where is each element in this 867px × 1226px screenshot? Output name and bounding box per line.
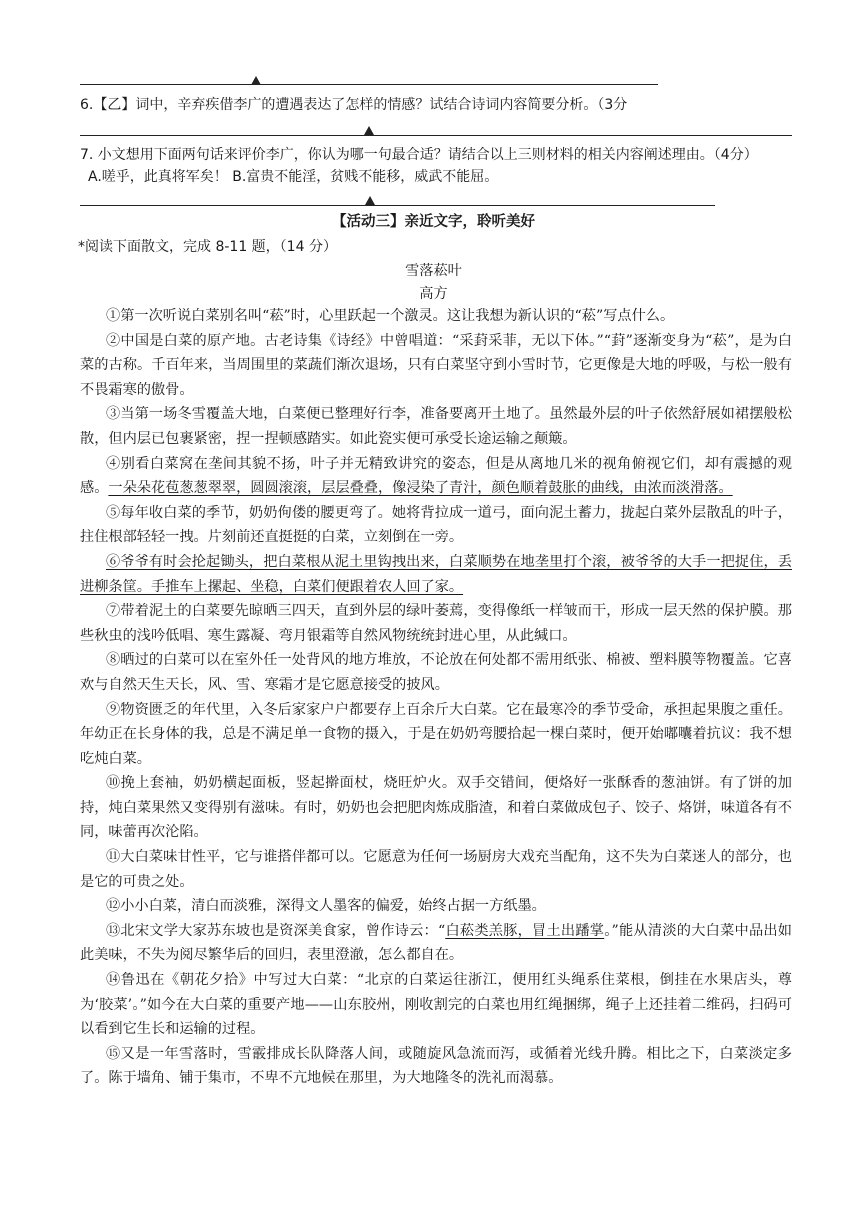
answer-line <box>80 84 658 85</box>
underlined-quote: 白菘类羔豚，冒土出蹯掌 <box>445 922 605 939</box>
paragraph-5: ⑤每年收白菜的季节，奶奶佝偻的腰更弯了。她将背拉成一道弓，面向泥土蓄力，拢起白菜外层散乱的叶子，拄住根部轻轻一拽。片刻前还直挺挺的白菜，立刻倒在一旁。 <box>80 504 792 546</box>
paragraph-2: ②中国是白菜的原产地。古老诗集《诗经》中曾唱道：“采葑采菲，无以下体。”“葑”逐渐变身为“菘”，是为白菜的古称。千百年来，当周围里的菜蔬们渐次退场，只有白菜坚守到小雪时节，它更像是大地的呼吸，与松一般有不畏霜寒的傲骨。 <box>80 332 792 398</box>
question-7-options: A.嗟乎，此真将军矣！ B.富贵不能淫，贫贱不能移，威武不能屈。 <box>88 169 499 185</box>
paragraph-13-text-end: 。”能从清淡的大白菜中品出如此美味，不失为阅尽繁华后的回归，表里澄澈，怎么都自在。 <box>80 922 792 964</box>
essay-author: 高方 <box>419 286 448 302</box>
paragraph-8: ⑧晒过的白菜可以在室外任一处背风的地方堆放，不论放在何处都不需用纸张、棉被、塑料膜等物覆盖。它喜欢与自然天生天长，风、雪、寒霜才是它愿意接受的披风。 <box>80 652 792 693</box>
paragraph-4-text: ④别看白菜窝在垄间其貌不扬，叶子并无精致讲究的姿态，但是从离地几米的视角俯视它们，却有震撼的观感。 <box>80 455 792 497</box>
paragraph-12: ⑫小小白菜，清白而淡雅，深得文人墨客的偏爱，始终占据一方纸墨。 <box>106 898 546 915</box>
paragraph-13 <box>80 919 792 968</box>
essay-title: 雪落菘叶 <box>405 263 462 279</box>
answer-line <box>80 135 792 136</box>
activity-heading: 【活动三】亲近文字，聆听美好 <box>332 214 535 230</box>
paragraph-15: ⑮又是一年雪落时，雪霰排成长队降落人间，或随旋风急流而泻，或循着光线升腾。相比之下，白菜淡定多了。陈于墙角、铺于集市，不卑不亢地候在那里，为大地隆冬的洗礼而渴慕。 <box>80 1045 792 1087</box>
paragraph-11: ⑪大白菜味甘性平，它与谁搭伴都可以。它愿意为任何一场厨房大戏充当配角，这不失为白菜迷人的部分，也是它的可贵之处。 <box>80 849 792 890</box>
paragraph-4 <box>80 452 792 501</box>
question-7: 7. 小文想用下面两句话来评价李广，你认为哪一句最合适？请结合以上三则材料的相关内容阐述理由。（4分） <box>80 147 758 163</box>
paragraph-1: ①第一次听说白菜别名叫“菘”时，心里跃起一个激灵。这让我想为新认识的“菘”写点什么。 <box>106 308 675 324</box>
paragraph-13-text: ⑬北宋文学大家苏东坡也是资深美食家，曾作诗云：“ <box>106 922 446 939</box>
paragraph-9: ⑨物资匮乏的年代里，入冬后家家户户都要存上百余斤大白菜。它在最寒冷的季节受命，承担起果腹之重任。年幼正在长身体的我，总是不满足单一食物的摄入，于是在奶奶弯腰拾起一棵白菜时，便开始嘟囔着抗议：我不想吃炖白菜。 <box>80 701 792 767</box>
paragraph-7: ⑦带着泥土的白菜要先晾晒三四天，直到外层的绿叶萎蔫，变得像纸一样皱而干，形成一层天然的保护膜。那些秋虫的浅吟低唱、寒生露凝、弯月银霜等自然风物统统封进心里，从此缄口。 <box>80 603 792 644</box>
paragraph-14: ⑭鲁迅在《朝花夕拾》中写过大白菜：“北京的白菜运往浙江，便用红头绳系住菜根，倒挂在水果店头，尊为‘胶菜’。”如今在大白菜的重要产地——山东胶州，刚收割完的白菜也用红绳捆绑，绳子上还挂着二维码，扫码可以看到它生长和运输的过程。 <box>80 972 792 1038</box>
triangle-marker-icon <box>251 76 261 85</box>
triangle-marker-icon <box>364 126 374 135</box>
essay-body <box>80 304 792 1091</box>
question-6: 6.【乙】词中，辛弃疾借李广的遭遇表达了怎样的情感？试结合诗词内容简要分析。（3分 <box>80 97 628 113</box>
underlined-sentence: 一朵朵花苞葱葱翠翠，圆圆滚滚，层层叠叠，像浸染了青汁，颜色顺着鼓胀的曲线，由浓而淡滑落。 <box>108 480 733 497</box>
paragraph-6: ⑥爷爷有时会抡起锄头，把白菜根从泥土里钩拽出来，白菜顺势在地垄里打个滚，被爷爷的大手一把捉住，丢进柳条筐。手推车上摞起、坐稳，白菜们便跟着农人回了家。 <box>80 553 792 595</box>
answer-line <box>80 205 715 206</box>
paragraph-3: ③当第一场冬雪覆盖大地，白菜便已整理好行李，准备要离开土地了。虽然最外层的叶子依然舒展如裙摆般松散，但内层已包裹紧密，捏一捏顿感踏实。如此瓷实便可承受长途运输之颠簸。 <box>80 406 792 447</box>
paragraph-10: ⑩挽上套袖，奶奶横起面板，竖起擀面杖，烧旺炉火。双手交错间，便烙好一张酥香的葱油饼。有了饼的加持，炖白菜果然又变得别有滋味。有时，奶奶也会把肥肉炼成脂渣，和着白菜做成包子、饺子、烙饼，味道各有不同，味蕾再次沦陷。 <box>80 775 792 841</box>
triangle-marker-icon <box>365 196 375 205</box>
reading-instruction: *阅读下面散文，完成 8-11 题，（14 分） <box>78 239 337 255</box>
